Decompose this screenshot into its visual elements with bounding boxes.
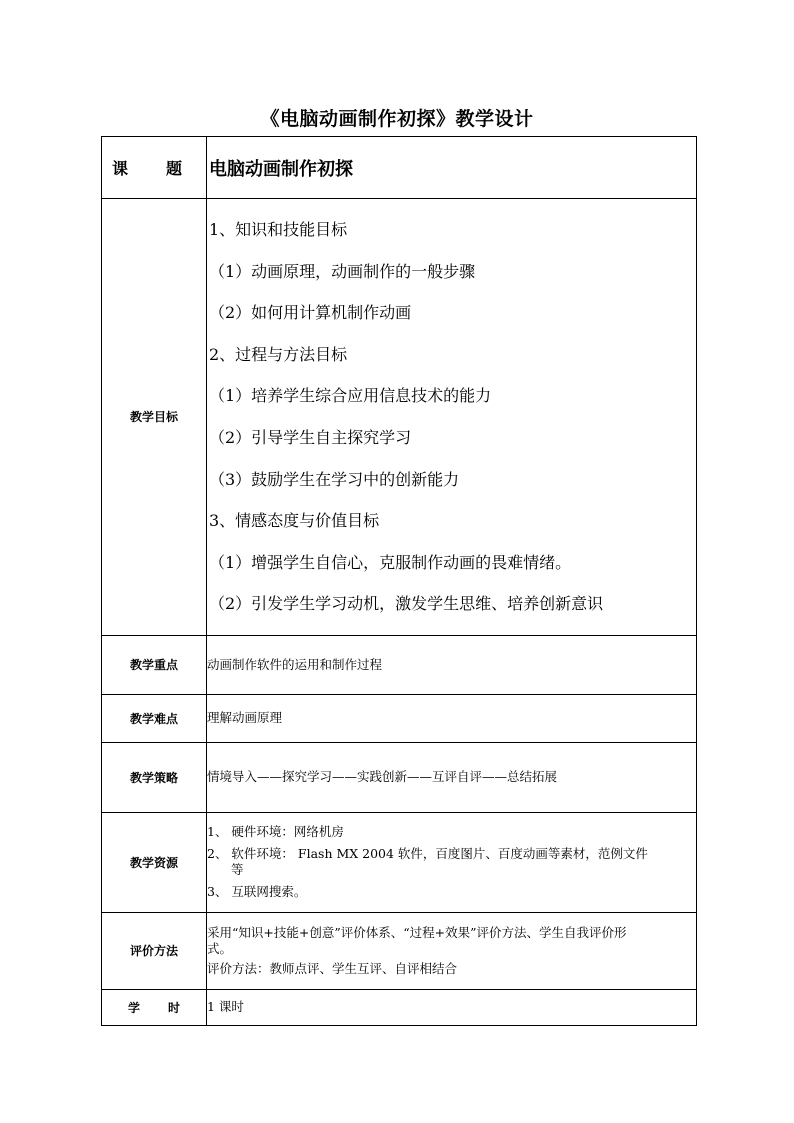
resource-line: 2、 软件环境： Flash MX 2004 软件，百度图片、百度动画等素材，范例文件: [207, 846, 648, 862]
row-strategy: [102, 742, 697, 812]
row-hours: [102, 989, 697, 1025]
cell-evaluation: [207, 912, 697, 989]
cell-topic: [207, 137, 697, 199]
objective-line: 3、情感态度与价值目标: [209, 511, 380, 531]
evaluation-line: 评价方法：教师点评、学生互评、自评相结合: [207, 960, 458, 976]
label-topic: [102, 137, 207, 199]
label-hours-char-2: 时: [167, 1000, 180, 1015]
objective-line: 2、过程与方法目标: [209, 344, 348, 364]
document-title: 《电脑动画制作初探》教学设计: [260, 108, 534, 130]
objective-line: （1）增强学生自信心，克服制作动画的畏难情绪。: [209, 552, 572, 572]
label-topic-char-2: 题: [165, 159, 182, 178]
row-topic: [102, 137, 697, 199]
label-strategy: 教学策略: [102, 742, 207, 812]
label-difficulties: 教学难点: [102, 694, 207, 742]
label-objectives: 教学目标: [102, 199, 207, 636]
row-evaluation: [102, 912, 697, 989]
row-difficulties: [102, 694, 697, 742]
row-objectives: [102, 199, 697, 636]
label-topic-char-1: 课: [112, 159, 129, 178]
cell-objectives: [207, 199, 697, 636]
objective-line: （2）如何用计算机制作动画: [209, 303, 412, 323]
label-resources: 教学资源: [102, 812, 207, 912]
hours-value: 1 课时: [207, 989, 697, 1025]
lesson-plan-table: [101, 136, 697, 1026]
objective-line: （1）培养学生综合应用信息技术的能力: [209, 386, 492, 406]
label-evaluation: 评价方法: [102, 912, 207, 989]
label-hours: [102, 989, 207, 1025]
cell-resources: [207, 812, 697, 912]
evaluation-line: 采用“知识+技能+创意”评价体系、“过程+效果”评价方法、学生自我评价形: [207, 924, 627, 940]
objective-line: （1）动画原理，动画制作的一般步骤: [209, 261, 476, 281]
label-key-points: 教学重点: [102, 635, 207, 694]
strategy-value: 情境导入——探究学习——实践创新——互评自评——总结拓展: [207, 742, 697, 812]
key-points-value: 动画制作软件的运用和制作过程: [207, 635, 697, 694]
difficulties-value: 理解动画原理: [207, 694, 697, 742]
topic-value: 电脑动画制作初探: [209, 158, 353, 180]
objective-line: （2）引导学生自主探究学习: [209, 427, 412, 447]
objective-line: 1、知识和技能目标: [209, 220, 348, 239]
resource-line-continued: 等: [231, 862, 244, 878]
resource-line: 1、 硬件环境：网络机房: [207, 824, 344, 840]
row-key-points: [102, 635, 697, 694]
objective-line: （3）鼓励学生在学习中的创新能力: [209, 469, 460, 489]
resource-line: 3、 互联网搜索。: [207, 884, 307, 900]
label-hours-char-1: 学: [128, 1000, 141, 1015]
evaluation-line-continued: 式。: [207, 940, 233, 956]
objective-line: （2）引发学生学习动机，激发学生思维、培养创新意识: [209, 594, 604, 614]
row-resources: [102, 812, 697, 912]
